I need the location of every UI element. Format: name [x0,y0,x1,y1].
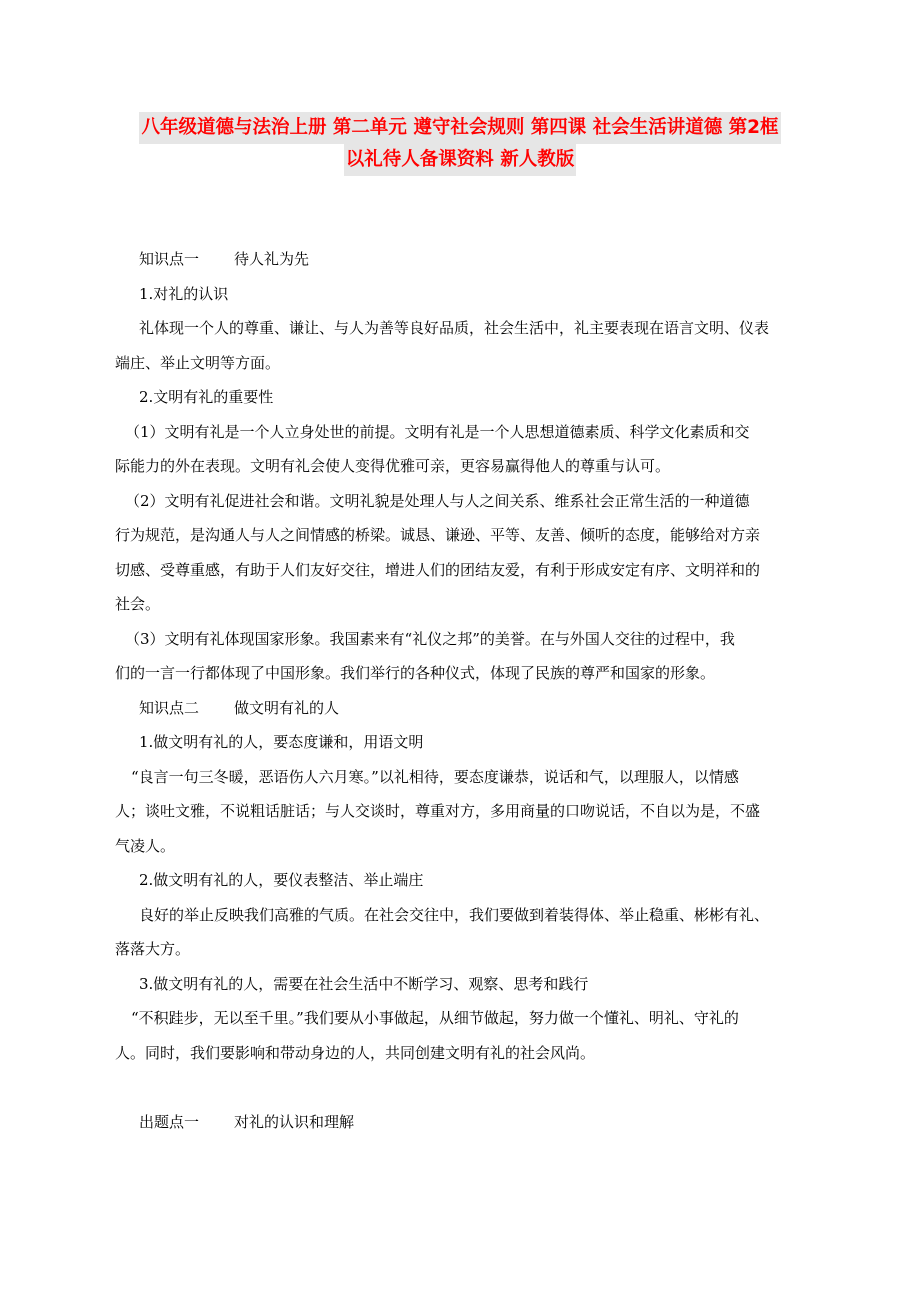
paragraph-line: 良好的举止反映我们高雅的气质。在社会交往中，我们要做到着装得体、举止稳重、彬彬有礼、 [139,905,770,924]
section-heading-knowledge-2 [139,691,811,726]
paragraph-line: 端庄、举止文明等方面。 [115,353,281,372]
paragraph-line: 人。同时，我们要影响和带动身边的人，共同创建文明有礼的社会风尚。 [115,1043,596,1062]
paragraph-line: （2）文明有礼促进社会和谐。文明礼貌是处理人与人之间关系、维系社会正常生活的一种道德 [125,491,750,510]
section-title: 对礼的认识和理解 [234,1112,355,1131]
paragraph-line: “良言一句三冬暖，恶语伤人六月寒。”以礼相待，要态度谦恭，说话和气，以理服人，以情感 [131,767,739,786]
paragraph-line: 人；谈吐文雅，不说粗话脏话；与人交谈时，尊重对方，多用商量的口吻说话，不自以为是，不盛 [115,802,761,820]
item-heading: 1.做文明有礼的人，要态度谦和，用语文明 [139,733,424,751]
blank-line [139,1070,811,1105]
item-heading: 1.对礼的认识 [139,284,229,303]
paragraph-line: 际能力的外在表现。文明有礼会使人变得优雅可亲，更容易赢得他人的尊重与认可。 [115,457,671,475]
document-body [115,242,811,1139]
paragraph-line: 落落大方。 [115,940,191,958]
paragraph-line: 们的一言一行都体现了中国形象。我们举行的各种仪式，体现了民族的尊严和国家的形象。 [115,664,716,682]
paragraph-line: 社会。 [115,595,161,613]
title-line-1: 八年级道德与法治上册 第二单元 遵守社会规则 第四课 社会生活讲道德 第2框 [139,112,780,144]
item-heading: 2.做文明有礼的人，要仪表整洁、举止端庄 [139,871,424,889]
section-heading-exam-point-1 [139,1105,811,1140]
section-label: 出题点一 [139,1112,200,1131]
paragraph-line: （1）文明有礼是一个人立身处世的前提。文明有礼是一个人思想道德素质、科学文化素质和交 [125,422,750,441]
title-line-2: 以礼待人备课资料 新人教版 [344,144,576,176]
paragraph-line: “不积跬步，无以至千里。”我们要从小事做起，从细节做起，努力做一个懂礼、明礼、守礼的 [131,1009,739,1027]
section-title: 待人礼为先 [234,250,310,268]
paragraph-line: 切感、受尊重感，有助于人们友好交往，增进人们的团结友爱，有利于形成安定有序、文明祥和的 [115,560,761,579]
paragraph-line: （3）文明有礼体现国家形象。我国素来有“礼仪之邦”的美誉。在与外国人交往的过程中，我 [125,629,735,648]
paragraph-line: 行为规范，是沟通人与人之间情感的桥梁。诚恳、谦逊、平等、友善、倾听的态度，能够给对方亲 [115,526,761,544]
section-label: 知识点二 [139,698,200,717]
item-heading: 3.做文明有礼的人，需要在社会生活中不断学习、观察、思考和践行 [139,974,589,993]
item-heading: 2.文明有礼的重要性 [139,388,274,406]
document-title [104,112,816,176]
section-title: 做文明有礼的人 [234,698,340,717]
section-heading-knowledge-1 [139,242,811,277]
section-label: 知识点一 [139,250,200,268]
paragraph-line: 礼体现一个人的尊重、谦让、与人为善等良好品质，社会生活中，礼主要表现在语言文明、仪表 [139,319,770,337]
paragraph-line: 气凌人。 [115,836,176,855]
